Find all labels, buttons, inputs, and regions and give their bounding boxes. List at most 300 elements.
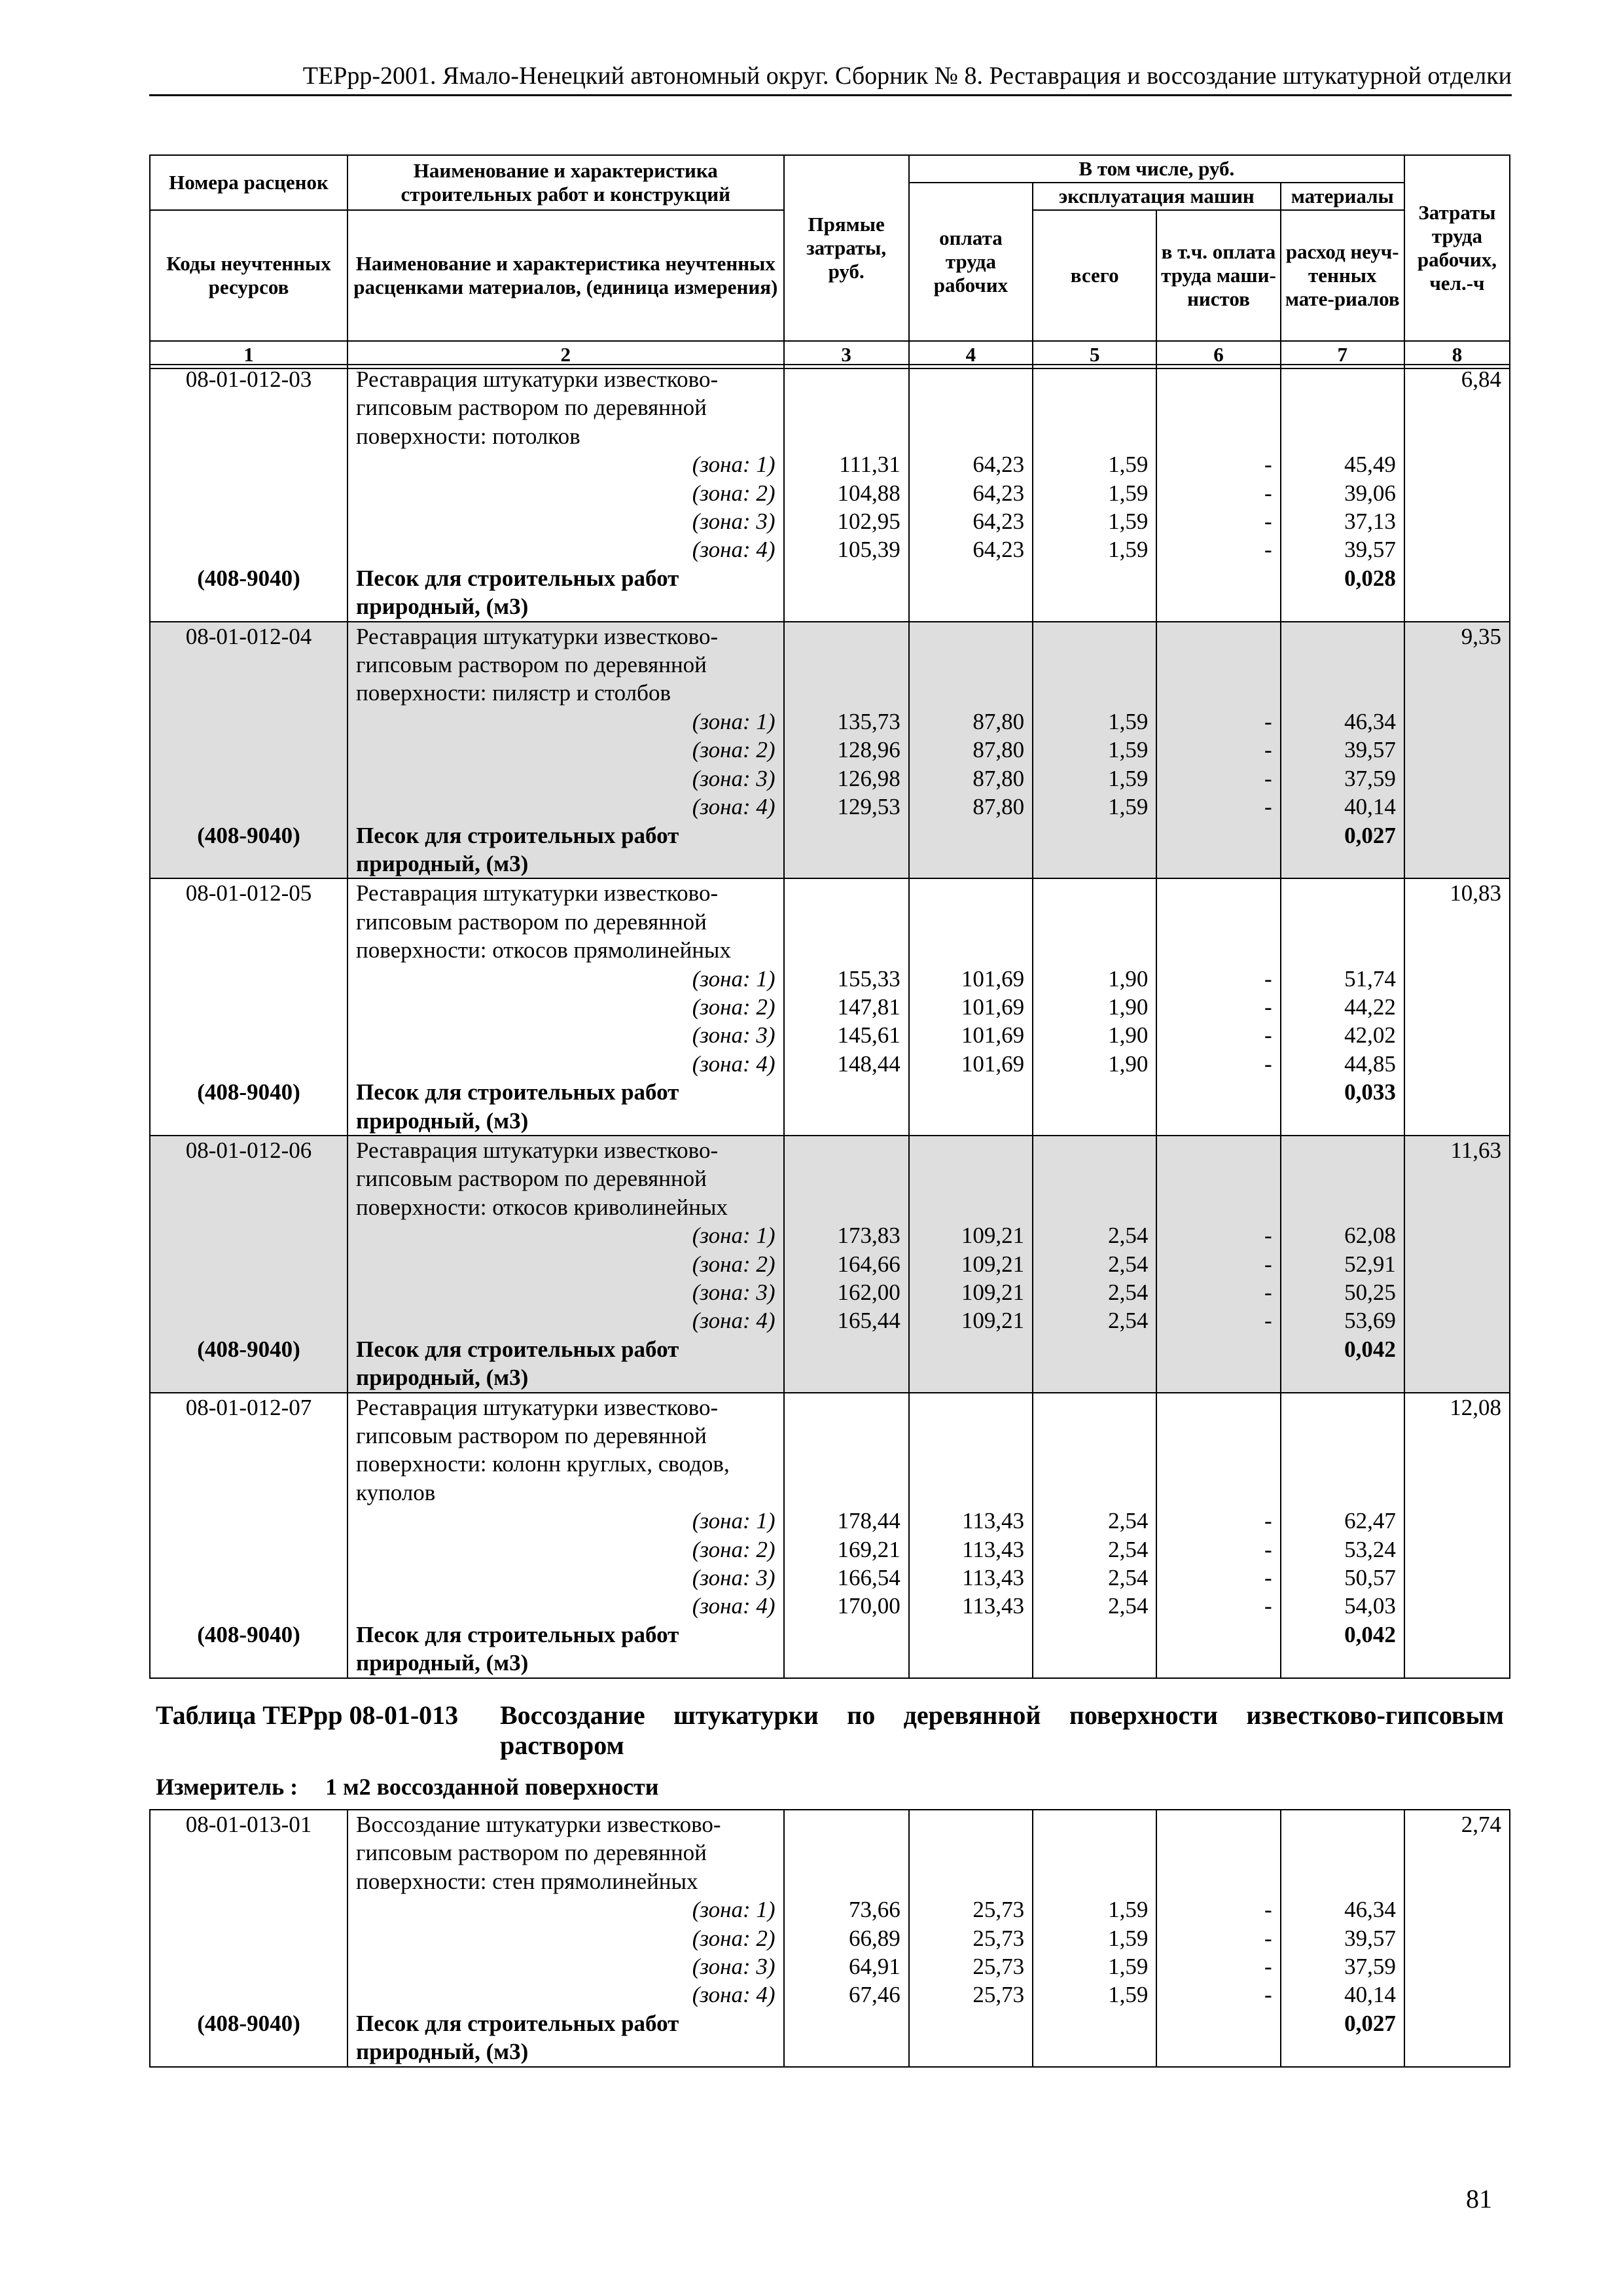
empty-cell [909, 1393, 1033, 1422]
empty-cell [1156, 821, 1280, 850]
labor-pay: 25,73 [909, 1981, 1033, 2009]
labor-cost: 12,08 [1404, 1393, 1510, 1422]
empty-cell [784, 651, 909, 679]
labor-pay: 25,73 [909, 1952, 1033, 1981]
labor-cost [1404, 1479, 1510, 1507]
table-row [150, 1895, 1510, 1924]
direct-cost: 164,66 [784, 1250, 909, 1278]
empty-cell [1404, 1021, 1510, 1049]
rate-name-line: Воссоздание штукатурки известково- [348, 1810, 783, 1839]
operator-pay: - [1156, 793, 1280, 821]
empty-cell [1156, 1078, 1280, 1106]
labor-pay: 101,69 [909, 1021, 1033, 1049]
empty-cell [1033, 1335, 1156, 1363]
empty-cell [1404, 1924, 1510, 1952]
header-incl-operators: в т.ч. оплата труда маши-нистов [1156, 210, 1280, 341]
empty-cell [1404, 1306, 1510, 1335]
machine-cost: 1,59 [1033, 1952, 1156, 1981]
rate-code: 08-01-012-04 [150, 622, 348, 651]
labor-cost [1404, 1867, 1510, 1895]
empty-cell [1033, 2009, 1156, 2037]
operator-pay: - [1156, 450, 1280, 478]
empty-cell [909, 564, 1033, 592]
labor-pay: 109,21 [909, 1221, 1033, 1249]
empty-cell [1281, 1450, 1404, 1478]
resource-qty: 0,027 [1281, 821, 1404, 850]
labor-cost [1404, 908, 1510, 936]
table-row [150, 507, 1510, 535]
empty-cell [1156, 1164, 1280, 1193]
empty-cell [150, 1924, 348, 1952]
operator-pay: - [1156, 1895, 1280, 1924]
rate-code: 08-01-012-03 [150, 365, 348, 393]
empty-cell [1404, 592, 1510, 621]
zone-label: (зона: 2) [348, 736, 783, 764]
empty-cell [1281, 1810, 1404, 1839]
labor-cost [1404, 1450, 1510, 1478]
empty-cell [784, 1193, 909, 1221]
empty-cell [1156, 878, 1280, 907]
empty-cell [784, 1649, 909, 1677]
empty-cell [1404, 1250, 1510, 1278]
rate-name-line: поверхности: стен прямолинейных [348, 1867, 783, 1895]
empty-cell [909, 936, 1033, 964]
resource-name-line: природный, (м3) [348, 1107, 783, 1136]
table-row [150, 2009, 1510, 2037]
rate-name-line: поверхности: пилястр и столбов [348, 679, 783, 707]
table-header [149, 154, 1510, 369]
empty-cell [150, 1306, 348, 1335]
labor-pay: 109,21 [909, 1306, 1033, 1335]
empty-cell [1404, 1649, 1510, 1677]
zone-label: (зона: 4) [348, 1981, 783, 2009]
labor-cost: 6,84 [1404, 365, 1510, 393]
empty-cell [1404, 507, 1510, 535]
material-cost: 50,25 [1281, 1278, 1404, 1306]
direct-cost: 128,96 [784, 736, 909, 764]
labor-cost [1404, 1193, 1510, 1221]
direct-cost: 155,33 [784, 965, 909, 993]
material-cost: 37,59 [1281, 1952, 1404, 1981]
table-row [150, 821, 1510, 850]
labor-cost [1404, 1422, 1510, 1450]
running-header: ТЕРрр-2001. Ямало-Ненецкий автономный округ. Сборник № 8. Реставрация и воссоздание штукатурной отделки [149, 60, 1512, 96]
header-labor-pay: оплата труда рабочих [909, 183, 1033, 341]
empty-cell [1281, 1164, 1404, 1193]
resource-qty: 0,042 [1281, 1335, 1404, 1363]
empty-cell [909, 1450, 1033, 1478]
table-row [150, 651, 1510, 679]
empty-cell [1033, 1193, 1156, 1221]
operator-pay: - [1156, 1981, 1280, 2009]
empty-cell [1281, 1479, 1404, 1507]
material-cost: 40,14 [1281, 1981, 1404, 2009]
empty-cell [784, 821, 909, 850]
labor-pay: 101,69 [909, 1050, 1033, 1078]
material-cost: 53,69 [1281, 1306, 1404, 1335]
direct-cost: 67,46 [784, 1981, 909, 2009]
direct-cost: 169,21 [784, 1535, 909, 1564]
resource-name-line: Песок для строительных работ [348, 1621, 783, 1649]
table-row [150, 479, 1510, 507]
table-row [150, 622, 1510, 651]
zone-label: (зона: 4) [348, 793, 783, 821]
empty-cell [1033, 1839, 1156, 1867]
rate-name-line: куполов [348, 1479, 783, 1507]
labor-pay: 113,43 [909, 1592, 1033, 1620]
empty-cell [1033, 1107, 1156, 1136]
empty-cell [1404, 1078, 1510, 1106]
rate-name-line: гипсовым раствором по деревянной [348, 1839, 783, 1867]
labor-pay: 25,73 [909, 1895, 1033, 1924]
empty-cell [1033, 850, 1156, 878]
table-row [150, 1450, 1510, 1478]
rate-name-line: гипсовым раствором по деревянной [348, 1164, 783, 1193]
machine-cost: 1,59 [1033, 708, 1156, 736]
header-unaccounted-mat: расход неуч-тенных мате-риалов [1281, 210, 1404, 341]
material-cost: 54,03 [1281, 1592, 1404, 1620]
empty-cell [1033, 1621, 1156, 1649]
table-row [150, 1507, 1510, 1535]
empty-cell [784, 1335, 909, 1363]
machine-cost: 2,54 [1033, 1278, 1156, 1306]
empty-cell [150, 1564, 348, 1592]
empty-cell [1404, 793, 1510, 821]
col-number: 4 [909, 341, 1033, 368]
empty-cell [909, 1810, 1033, 1839]
empty-cell [1281, 1393, 1404, 1422]
empty-cell [1033, 393, 1156, 422]
empty-cell [1404, 993, 1510, 1021]
empty-cell [1281, 393, 1404, 422]
operator-pay: - [1156, 965, 1280, 993]
resource-code [150, 2037, 348, 2066]
empty-cell [784, 878, 909, 907]
resource-code: (408-9040) [150, 564, 348, 592]
empty-cell [1033, 679, 1156, 707]
direct-cost: 105,39 [784, 535, 909, 564]
labor-cost: 2,74 [1404, 1810, 1510, 1839]
empty-cell [150, 1250, 348, 1278]
empty-cell [1156, 2009, 1280, 2037]
empty-cell [1404, 736, 1510, 764]
empty-cell [909, 622, 1033, 651]
rate-code [150, 679, 348, 707]
empty-cell [1404, 1278, 1510, 1306]
empty-cell [909, 1078, 1033, 1106]
resource-code [150, 1363, 348, 1392]
operator-pay: - [1156, 993, 1280, 1021]
empty-cell [1033, 1078, 1156, 1106]
table-row [150, 1136, 1510, 1164]
direct-cost: 64,91 [784, 1952, 909, 1981]
direct-cost: 170,00 [784, 1592, 909, 1620]
material-cost: 51,74 [1281, 965, 1404, 993]
zone-label: (зона: 2) [348, 1250, 783, 1278]
rate-code [150, 651, 348, 679]
empty-cell [1033, 908, 1156, 936]
empty-cell [909, 1136, 1033, 1164]
empty-cell [784, 1422, 909, 1450]
empty-cell [1033, 1363, 1156, 1392]
empty-cell [909, 821, 1033, 850]
machine-cost: 1,59 [1033, 764, 1156, 793]
empty-cell [909, 365, 1033, 393]
material-cost: 44,85 [1281, 1050, 1404, 1078]
empty-cell [1156, 592, 1280, 621]
table-row [150, 1924, 1510, 1952]
empty-cell [1033, 1136, 1156, 1164]
empty-cell [1156, 1363, 1280, 1392]
resource-code [150, 592, 348, 621]
labor-pay: 64,23 [909, 507, 1033, 535]
table-row [150, 1393, 1510, 1422]
empty-cell [1156, 1335, 1280, 1363]
empty-cell [150, 1278, 348, 1306]
empty-cell [1404, 850, 1510, 878]
machine-cost: 2,54 [1033, 1592, 1156, 1620]
empty-cell [1033, 422, 1156, 450]
resource-code: (408-9040) [150, 2009, 348, 2037]
direct-cost: 145,61 [784, 1021, 909, 1049]
rates-table [149, 364, 1510, 1679]
machine-cost: 1,59 [1033, 507, 1156, 535]
machine-cost: 2,54 [1033, 1564, 1156, 1592]
empty-cell [784, 2009, 909, 2037]
table-row [150, 1621, 1510, 1649]
resource-name-line: Песок для строительных работ [348, 821, 783, 850]
rate-code [150, 393, 348, 422]
rate-code: 08-01-012-06 [150, 1136, 348, 1164]
table-row [150, 1050, 1510, 1078]
table2-title [156, 1700, 1504, 1761]
table-row [150, 936, 1510, 964]
table-row [150, 1107, 1510, 1136]
empty-cell [1281, 679, 1404, 707]
material-cost: 39,57 [1281, 1924, 1404, 1952]
rate-name-line: поверхности: колонн круглых, сводов, [348, 1450, 783, 1478]
material-cost: 37,59 [1281, 764, 1404, 793]
table-row [150, 1867, 1510, 1895]
empty-cell [1404, 1621, 1510, 1649]
machine-cost: 1,59 [1033, 1981, 1156, 2009]
empty-cell [1404, 2037, 1510, 2066]
table-row [150, 1221, 1510, 1249]
material-cost: 53,24 [1281, 1535, 1404, 1564]
empty-cell [784, 1450, 909, 1478]
direct-cost: 165,44 [784, 1306, 909, 1335]
empty-cell [1156, 1867, 1280, 1895]
resource-code: (408-9040) [150, 821, 348, 850]
table-row [150, 708, 1510, 736]
resource-name-line: Песок для строительных работ [348, 2009, 783, 2037]
machine-cost: 1,59 [1033, 479, 1156, 507]
machine-cost: 2,54 [1033, 1221, 1156, 1249]
resource-qty [1281, 592, 1404, 621]
zone-label: (зона: 4) [348, 1050, 783, 1078]
rate-code: 08-01-012-07 [150, 1393, 348, 1422]
empty-cell [1404, 764, 1510, 793]
operator-pay: - [1156, 1221, 1280, 1249]
zone-label: (зона: 1) [348, 1221, 783, 1249]
table-row [150, 1021, 1510, 1049]
rate-name-line: Реставрация штукатурки известково- [348, 1136, 783, 1164]
zone-label: (зона: 4) [348, 1306, 783, 1335]
table-row [150, 1250, 1510, 1278]
material-cost: 39,06 [1281, 479, 1404, 507]
empty-cell [784, 1393, 909, 1422]
empty-cell [784, 850, 909, 878]
rate-code [150, 1422, 348, 1450]
resource-name-line: природный, (м3) [348, 2037, 783, 2066]
zone-label: (зона: 3) [348, 1021, 783, 1049]
labor-pay: 64,23 [909, 535, 1033, 564]
labor-pay: 87,80 [909, 708, 1033, 736]
empty-cell [1033, 651, 1156, 679]
table-row [150, 965, 1510, 993]
direct-cost: 147,81 [784, 993, 909, 1021]
rate-code [150, 1450, 348, 1478]
empty-cell [150, 1895, 348, 1924]
empty-cell [784, 1363, 909, 1392]
direct-cost: 148,44 [784, 1050, 909, 1078]
empty-cell [150, 479, 348, 507]
resource-qty: 0,027 [1281, 2009, 1404, 2037]
empty-cell [1033, 1393, 1156, 1422]
table-row [150, 908, 1510, 936]
empty-cell [1033, 564, 1156, 592]
empty-cell [909, 393, 1033, 422]
operator-pay: - [1156, 708, 1280, 736]
empty-cell [784, 592, 909, 621]
zone-label: (зона: 1) [348, 450, 783, 478]
operator-pay: - [1156, 1050, 1280, 1078]
rate-block [150, 1810, 1510, 2067]
machine-cost: 1,59 [1033, 736, 1156, 764]
resource-name-line: Песок для строительных работ [348, 1078, 783, 1106]
rate-code [150, 936, 348, 964]
labor-cost: 10,83 [1404, 878, 1510, 907]
rate-code [150, 1867, 348, 1895]
labor-pay: 101,69 [909, 965, 1033, 993]
rate-code [150, 1164, 348, 1193]
empty-cell [784, 564, 909, 592]
direct-cost: 178,44 [784, 1507, 909, 1535]
machine-cost: 1,90 [1033, 993, 1156, 1021]
operator-pay: - [1156, 1564, 1280, 1592]
empty-cell [1156, 564, 1280, 592]
empty-cell [150, 993, 348, 1021]
empty-cell [784, 422, 909, 450]
rate-name-line: Реставрация штукатурки известково- [348, 878, 783, 907]
empty-cell [1404, 1564, 1510, 1592]
rate-code [150, 422, 348, 450]
resource-name-line: природный, (м3) [348, 1363, 783, 1392]
empty-cell [909, 1363, 1033, 1392]
labor-pay: 64,23 [909, 450, 1033, 478]
direct-cost: 126,98 [784, 764, 909, 793]
table-row [150, 679, 1510, 707]
machine-cost: 2,54 [1033, 1306, 1156, 1335]
machine-cost: 1,59 [1033, 793, 1156, 821]
empty-cell [150, 1592, 348, 1620]
empty-cell [1033, 1867, 1156, 1895]
table-row [150, 393, 1510, 422]
empty-cell [784, 1479, 909, 1507]
material-cost: 39,57 [1281, 736, 1404, 764]
zone-label: (зона: 3) [348, 764, 783, 793]
empty-cell [1404, 1981, 1510, 2009]
labor-cost [1404, 422, 1510, 450]
empty-cell [150, 1981, 348, 2009]
operator-pay: - [1156, 764, 1280, 793]
empty-cell [909, 651, 1033, 679]
empty-cell [1404, 2009, 1510, 2037]
resource-name-line: природный, (м3) [348, 1649, 783, 1677]
empty-cell [1033, 1649, 1156, 1677]
operator-pay: - [1156, 736, 1280, 764]
col-number: 6 [1156, 341, 1280, 368]
empty-cell [1033, 622, 1156, 651]
operator-pay: - [1156, 1535, 1280, 1564]
empty-cell [1404, 564, 1510, 592]
rate-code [150, 908, 348, 936]
empty-cell [150, 1535, 348, 1564]
labor-pay: 101,69 [909, 993, 1033, 1021]
machine-cost: 2,54 [1033, 1507, 1156, 1535]
empty-cell [1404, 821, 1510, 850]
empty-cell [150, 1050, 348, 1078]
header-incl: В том числе, руб. [909, 155, 1404, 183]
table-row [150, 736, 1510, 764]
header-direct-costs: Прямые затраты, руб. [784, 155, 909, 341]
table-row [150, 592, 1510, 621]
table-row [150, 1278, 1510, 1306]
machine-cost: 2,54 [1033, 1535, 1156, 1564]
empty-cell [150, 708, 348, 736]
rate-code [150, 1479, 348, 1507]
empty-cell [150, 965, 348, 993]
empty-cell [909, 1335, 1033, 1363]
empty-cell [909, 1193, 1033, 1221]
table-row [150, 878, 1510, 907]
table-row [150, 1479, 1510, 1507]
table-row [150, 1193, 1510, 1221]
empty-cell [784, 1839, 909, 1867]
empty-cell [784, 1867, 909, 1895]
empty-cell [1033, 1164, 1156, 1193]
rate-block [150, 1393, 1510, 1678]
empty-cell [150, 793, 348, 821]
table-row [150, 535, 1510, 564]
table-row [150, 450, 1510, 478]
machine-cost: 1,59 [1033, 450, 1156, 478]
table2-title-text: Воссоздание штукатурки по деревянной поверхности известково-гипсовым раствором [500, 1700, 1504, 1760]
rate-code: 08-01-013-01 [150, 1810, 348, 1839]
header-res-codes: Коды неучтенных ресурсов [150, 210, 348, 341]
header-total: всего [1033, 210, 1156, 341]
empty-cell [1033, 821, 1156, 850]
labor-pay: 25,73 [909, 1924, 1033, 1952]
direct-cost: 66,89 [784, 1924, 909, 1952]
zone-label: (зона: 2) [348, 1535, 783, 1564]
table-row [150, 1422, 1510, 1450]
resource-qty: 0,028 [1281, 564, 1404, 592]
col-number: 7 [1281, 341, 1404, 368]
operator-pay: - [1156, 1952, 1280, 1981]
empty-cell [1156, 1810, 1280, 1839]
resource-qty [1281, 850, 1404, 878]
